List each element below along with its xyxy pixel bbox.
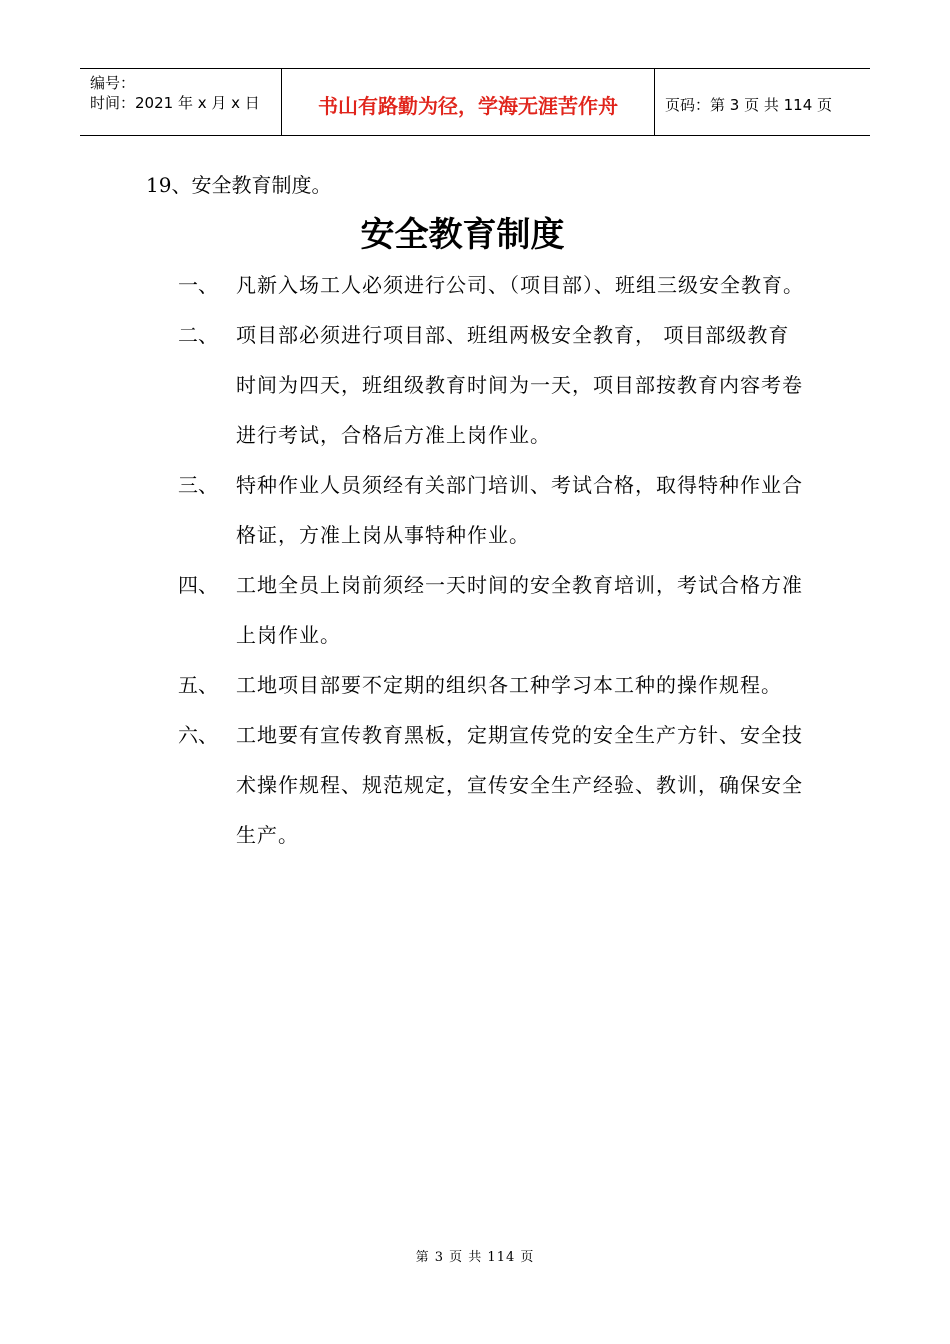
item-text: 工地全员上岗前须经一天时间的安全教育培训，考试合格方准上岗作业。 (236, 573, 803, 647)
page-footer: 第 3 页 共 114 页 (415, 1250, 535, 1265)
item-text: 工地要有宣传教育黑板，定期宣传党的安全生产方针、安全技术操作规程、规范规定，宣传安全生产经验、教训，确保安全生产。 (236, 723, 803, 847)
item-number: 一、 (178, 273, 218, 297)
document-date-label: 时间：2021 年 x 月 x 日 (90, 94, 260, 112)
document-number-label: 编号： (90, 74, 136, 92)
header-page-info: 页码：第 3 页 共 114 页 (665, 95, 833, 114)
document-title: 安全教育制度 (360, 215, 565, 255)
item-number: 五、 (178, 673, 218, 697)
item-number: 六、 (178, 723, 218, 747)
item-number: 二、 (178, 323, 218, 347)
header-motto: 书山有路勤为径，学海无涯苦作舟 (282, 69, 655, 135)
list-item (178, 560, 818, 660)
item-text: 工地项目部要不定期的组织各工种学习本工种的操作规程。 (236, 673, 782, 697)
header-meta-cell (80, 69, 282, 135)
item-text: 项目部必须进行项目部、班组两极安全教育， 项目部级教育时间为四天，班组级教育时间为一天，项目部按教育内容考卷进行考试，合格后方准上岗作业。 (236, 323, 803, 447)
list-item (178, 310, 818, 460)
item-number: 四、 (178, 573, 218, 597)
list-item (178, 660, 818, 710)
list-item (178, 260, 818, 310)
section-heading: 19、安全教育制度。 (146, 173, 332, 197)
item-text: 特种作业人员须经有关部门培训、考试合格，取得特种作业合格证，方准上岗从事特种作业。 (236, 473, 803, 547)
item-text: 凡新入场工人必须进行公司、（项目部）、班组三级安全教育。 (236, 273, 804, 297)
item-number: 三、 (178, 473, 218, 497)
rules-list (178, 260, 818, 860)
list-item (178, 460, 818, 560)
page-header (80, 68, 870, 136)
list-item (178, 710, 818, 860)
